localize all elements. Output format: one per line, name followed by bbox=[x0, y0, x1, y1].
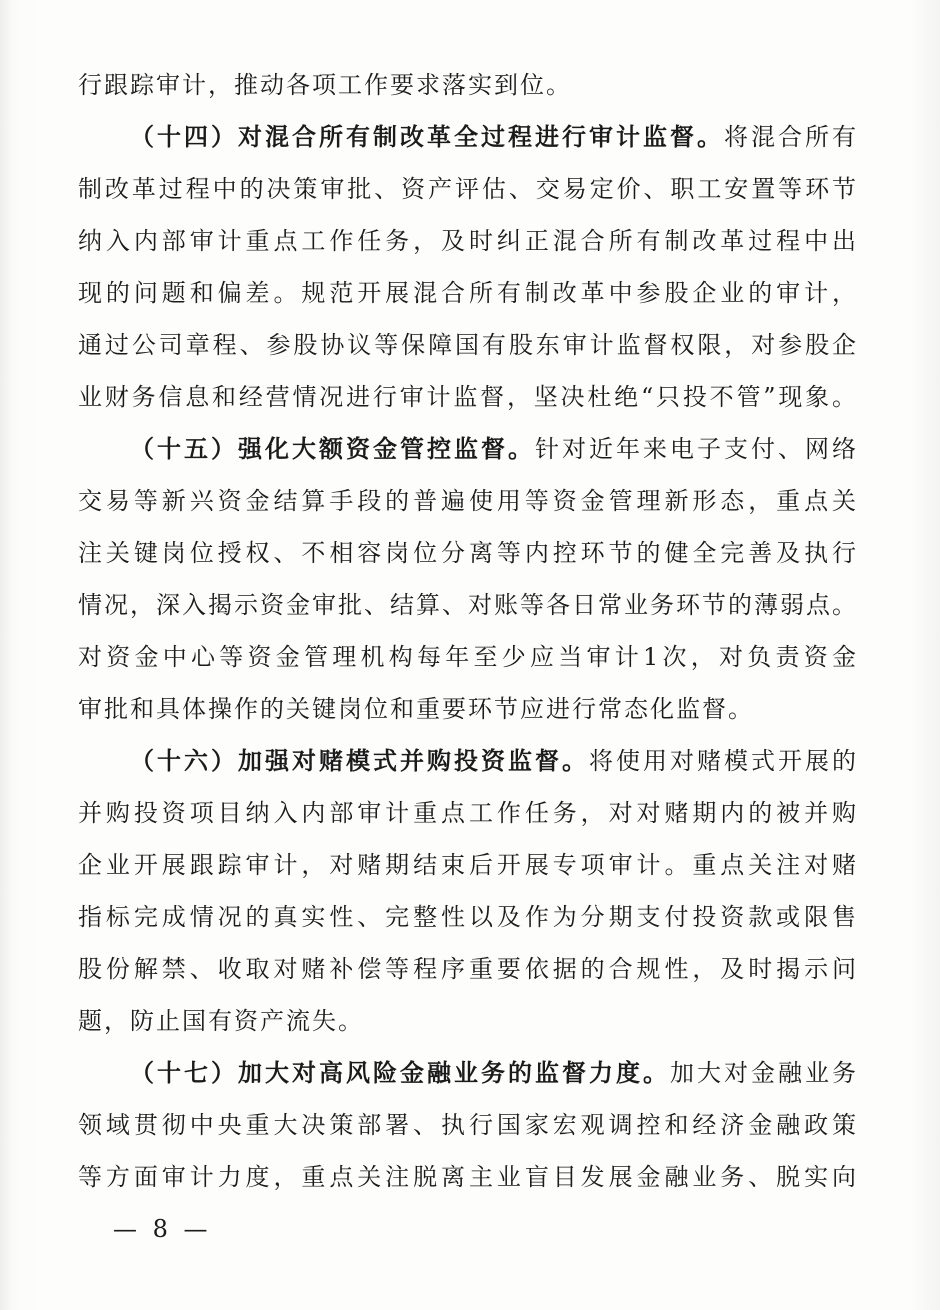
section-16-heading: （十六）加强对赌模式并购投资监督。 bbox=[130, 746, 589, 775]
document-body bbox=[78, 59, 858, 1203]
section-14-line: 纳入内部审计重点工作任务，及时纠正混合所有制改革过程中出 bbox=[78, 227, 858, 255]
section-15-line: 审批和具体操作的关键岗位和重要环节应进行常态化监督。 bbox=[78, 695, 754, 723]
section-15-line: 注关键岗位授权、不相容岗位分离等内控环节的健全完善及执行 bbox=[78, 539, 858, 567]
section-15-heading: （十五）强化大额资金管控监督。 bbox=[130, 434, 535, 463]
section-16-first-line bbox=[78, 735, 858, 787]
page-number: — 8 — bbox=[113, 1215, 212, 1243]
continuation-line: 行跟踪审计，推动各项工作要求落实到位。 bbox=[78, 71, 572, 99]
section-16-line: 题，防止国有资产流失。 bbox=[78, 1007, 364, 1035]
section-14-line: 制改革过程中的决策审批、资产评估、交易定价、职工安置等环节 bbox=[78, 175, 858, 203]
section-15-first-line-text: 针对近年来电子支付、网络 bbox=[535, 435, 858, 463]
section-14-line: 现的问题和偏差。规范开展混合所有制改革中参股企业的审计， bbox=[78, 279, 858, 307]
section-16-line: 指标完成情况的真实性、完整性以及作为分期支付投资款或限售 bbox=[78, 903, 858, 931]
section-17-heading: （十七）加大对高风险金融业务的监督力度。 bbox=[130, 1058, 670, 1087]
section-14-heading: （十四）对混合所有制改革全过程进行审计监督。 bbox=[130, 122, 724, 151]
section-17-line: 等方面审计力度，重点关注脱离主业盲目发展金融业务、脱实向 bbox=[78, 1163, 858, 1191]
section-17-first-line bbox=[78, 1047, 858, 1099]
section-14-line: 业财务信息和经营情况进行审计监督，坚决杜绝“只投不管”现象。 bbox=[78, 383, 858, 411]
section-14-first-line-text: 将混合所有 bbox=[724, 123, 858, 151]
section-14-first-line bbox=[78, 111, 858, 163]
section-15-first-line bbox=[78, 423, 858, 475]
section-15-line: 情况，深入揭示资金审批、结算、对账等各日常业务环节的薄弱点。 bbox=[78, 591, 858, 619]
section-15-line: 交易等新兴资金结算手段的普遍使用等资金管理新形态，重点关 bbox=[78, 487, 858, 515]
section-16-line: 股份解禁、收取对赌补偿等程序重要依据的合规性，及时揭示问 bbox=[78, 955, 858, 983]
section-16-first-line-text: 将使用对赌模式开展的 bbox=[589, 747, 858, 775]
section-16-line: 企业开展跟踪审计，对赌期结束后开展专项审计。重点关注对赌 bbox=[78, 851, 858, 879]
section-17-first-line-text: 加大对金融业务 bbox=[670, 1059, 858, 1087]
section-16-line: 并购投资项目纳入内部审计重点工作任务，对对赌期内的被并购 bbox=[78, 799, 858, 827]
section-15-line: 对资金中心等资金管理机构每年至少应当审计1次，对负责资金 bbox=[78, 643, 858, 671]
section-17-line: 领域贯彻中央重大决策部署、执行国家宏观调控和经济金融政策 bbox=[78, 1111, 858, 1139]
section-14-line: 通过公司章程、参股协议等保障国有股东审计监督权限，对参股企 bbox=[78, 331, 858, 359]
